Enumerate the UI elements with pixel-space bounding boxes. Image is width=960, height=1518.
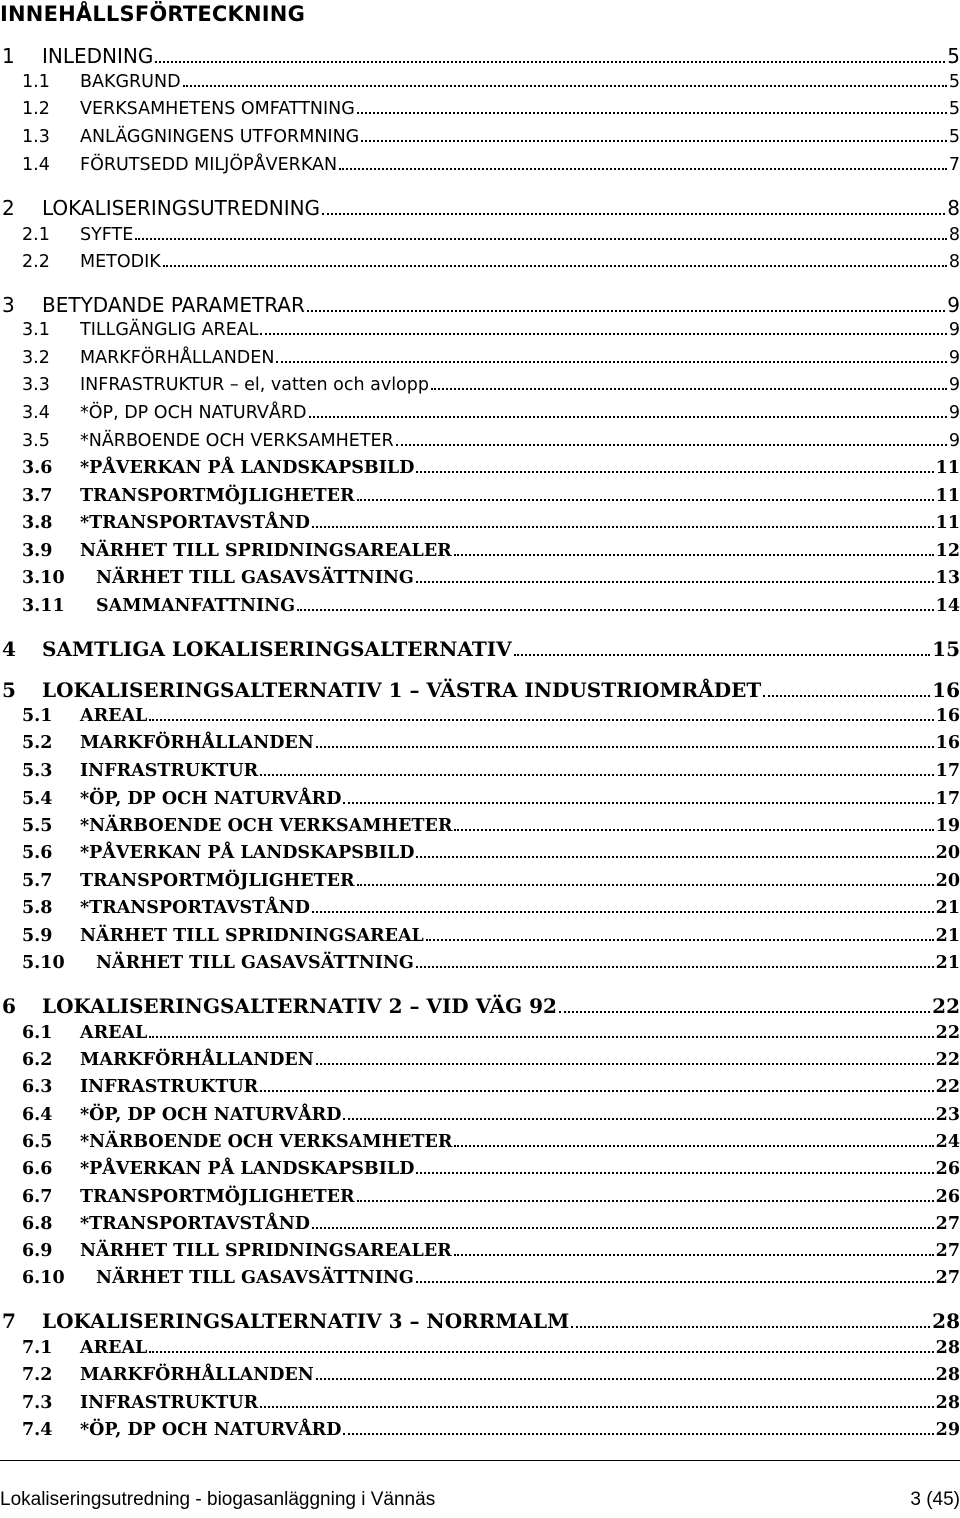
toc-entry-title: LOKALISERINGSUTREDNING [42,196,321,220]
toc-entry-title: AREAL [80,706,148,726]
toc-entry-number: 7.1 [22,1338,53,1358]
toc-entry-number: 7.4 [22,1420,53,1440]
toc-entry-page-number: 14 [935,596,960,616]
toc-entry-page-number: 28 [935,1365,960,1385]
toc-section-entry[interactable] [0,926,960,946]
toc-dot-leader [312,526,934,528]
toc-section-entry[interactable] [0,127,960,147]
page-title: INNEHÅLLSFÖRTECKNING [0,2,306,26]
toc-entry-title: SAMTLIGA LOKALISERINGSALTERNATIV [42,637,512,661]
toc-entry-title: *PÅVERKAN PÅ LANDSKAPSBILD [80,458,415,478]
toc-section-entry[interactable] [0,1338,960,1358]
toc-entry-number: 5.10 [22,953,65,973]
toc-entry-page-number: 13 [935,568,960,588]
toc-section-entry[interactable] [0,225,960,245]
toc-entry-number: 6.4 [22,1105,53,1125]
toc-entry-title: SYFTE [80,225,134,245]
toc-entry-title: BAKGRUND [80,72,181,92]
toc-entry-number: 1.4 [22,155,50,175]
toc-entry-page-number: 28 [932,1309,960,1333]
toc-dot-leader [260,774,933,776]
toc-entry-number: 3.1 [22,320,50,340]
toc-entry-title: FÖRUTSEDD MILJÖPÅVERKAN [80,155,338,175]
toc-dot-leader [357,1200,934,1202]
toc-entry-title: MARKFÖRHÅLLANDEN [80,1050,314,1070]
toc-dot-leader [416,856,933,858]
toc-entry-page-number: 16 [935,733,960,753]
toc-entry-number: 6 [2,994,16,1018]
toc-chapter-entry[interactable] [0,994,960,1018]
toc-entry-page-number: 17 [935,761,960,781]
toc-entry-page-number: 9 [947,293,960,317]
toc-entry-number: 6.9 [22,1241,53,1261]
toc-entry-number: 6.3 [22,1077,53,1097]
toc-entry-page-number: 21 [935,926,960,946]
toc-dot-leader [149,1036,933,1038]
toc-entry-page-number: 11 [935,458,960,478]
toc-entry-title: *NÄRBOENDE OCH VERKSAMHETER [80,816,453,836]
toc-entry-page-number: 21 [935,898,960,918]
toc-entry-number: 6.5 [22,1132,53,1152]
toc-entry-title: *NÄRBOENDE OCH VERKSAMHETER [80,1132,453,1152]
toc-entry-page-number: 27 [935,1241,960,1261]
toc-entry-page-number: 5 [947,44,960,68]
toc-dot-leader [559,1011,930,1013]
toc-section-entry[interactable] [0,252,960,272]
toc-entry-title: *ÖP, DP OCH NATURVÅRD [80,403,307,423]
toc-dot-leader [322,213,945,215]
toc-entry-page-number: 22 [935,1077,960,1097]
toc-entry-page-number: 20 [935,871,960,891]
toc-entry-title: NÄRHET TILL GASAVSÄTTNING [96,953,414,973]
toc-section-entry[interactable] [0,596,960,616]
toc-entry-page-number: 28 [935,1338,960,1358]
page-footer [0,1460,960,1518]
toc-dot-leader [454,829,933,831]
toc-entry-number: 3.6 [22,458,53,478]
toc-entry-title: TILLGÄNGLIG AREAL [80,320,259,340]
toc-dot-leader [514,654,931,656]
toc-section-entry[interactable] [0,1420,960,1440]
toc-entry-number: 3.7 [22,486,53,506]
toc-dot-leader [454,1145,933,1147]
toc-section-entry[interactable] [0,486,960,506]
toc-section-entry[interactable] [0,1023,960,1043]
toc-entry-page-number: 7 [948,155,960,175]
toc-dot-leader [316,746,934,748]
toc-entry-page-number: 5 [948,72,960,92]
toc-dot-leader [309,416,947,418]
toc-entry-number: 3.8 [22,513,53,533]
toc-entry-page-number: 22 [932,994,960,1018]
toc-entry-title: LOKALISERINGSALTERNATIV 1 – VÄSTRA INDUSTRIOMRÅDET [42,678,762,702]
toc-dot-leader [416,471,933,473]
toc-entry-number: 3.9 [22,541,53,561]
toc-entry-title: MARKFÖRHÅLLANDEN [80,1365,314,1385]
toc-section-entry[interactable] [0,1159,960,1179]
toc-entry-number: 2.1 [22,225,50,245]
toc-section-entry[interactable] [0,871,960,891]
toc-entry-title: ANLÄGGNINGENS UTFORMNING [80,127,360,147]
toc-dot-leader [260,1090,933,1092]
toc-entry-title: *ÖP, DP OCH NATURVÅRD [80,1105,342,1125]
toc-section-entry[interactable] [0,320,960,340]
toc-section-entry[interactable] [0,706,960,726]
toc-section-entry[interactable] [0,1132,960,1152]
toc-entry-number: 1.3 [22,127,50,147]
toc-entry-number: 3.11 [22,596,65,616]
toc-dot-leader [163,265,947,267]
toc-entry-title: TRANSPORTMÖJLIGHETER [80,1187,355,1207]
toc-entry-number: 5.4 [22,789,53,809]
toc-entry-page-number: 17 [935,789,960,809]
toc-section-entry[interactable] [0,431,960,451]
toc-entry-page-number: 22 [935,1023,960,1043]
toc-dot-leader [396,444,947,446]
toc-entry-number: 7.2 [22,1365,53,1385]
toc-entry-number: 5.2 [22,733,53,753]
toc-dot-leader [149,719,933,721]
toc-dot-leader [416,581,934,583]
toc-entry-number: 3.10 [22,568,65,588]
toc-entry-title: LOKALISERINGSALTERNATIV 3 – NORRMALM [42,1309,570,1333]
toc-dot-leader [276,361,946,363]
toc-dot-leader [312,1227,934,1229]
toc-entry-title: METODIK [80,252,161,272]
toc-dot-leader [135,238,947,240]
toc-dot-leader [307,310,945,312]
toc-entry-number: 1.2 [22,99,50,119]
toc-entry-number: 5.9 [22,926,53,946]
toc-entry-page-number: 21 [935,953,960,973]
toc-entry-title: INFRASTRUKTUR [80,1077,259,1097]
toc-entry-number: 3.5 [22,431,50,451]
toc-entry-number: 1.1 [22,72,50,92]
toc-entry-page-number: 12 [935,541,960,561]
toc-entry-title: *ÖP, DP OCH NATURVÅRD [80,1420,342,1440]
toc-entry-title: INLEDNING [42,44,154,68]
toc-section-entry[interactable] [0,72,960,92]
toc-section-entry[interactable] [0,513,960,533]
toc-chapter-entry[interactable] [0,678,960,702]
toc-dot-leader [357,499,934,501]
toc-chapter-entry[interactable] [0,293,960,317]
toc-section-entry[interactable] [0,1077,960,1097]
toc-entry-page-number: 24 [935,1132,960,1152]
toc-entry-title: *TRANSPORTAVSTÅND [80,1214,310,1234]
toc-dot-leader [260,1406,933,1408]
toc-entry-title: NÄRHET TILL SPRIDNINGSAREALER [80,541,452,561]
toc-chapter-entry[interactable] [0,1309,960,1333]
toc-entry-number: 3.4 [22,403,50,423]
toc-entry-number: 5.5 [22,816,53,836]
toc-entry-number: 6.10 [22,1268,65,1288]
toc-entry-page-number: 27 [935,1268,960,1288]
toc-entry-number: 6.7 [22,1187,53,1207]
toc-dot-leader [343,802,933,804]
toc-entry-page-number: 9 [948,375,960,395]
toc-section-entry[interactable] [0,375,960,395]
toc-section-entry[interactable] [0,953,960,973]
toc-section-entry[interactable] [0,1268,960,1288]
toc-section-entry[interactable] [0,789,960,809]
toc-entry-page-number: 11 [935,486,960,506]
toc-entry-page-number: 16 [935,706,960,726]
toc-entry-number: 2 [2,196,15,220]
toc-entry-title: *ÖP, DP OCH NATURVÅRD [80,789,342,809]
toc-dot-leader [260,333,946,335]
toc-entry-title: TRANSPORTMÖJLIGHETER [80,486,355,506]
footer-document-title: Lokaliseringsutredning - biogasanläggning i Vännäs [0,1489,436,1510]
toc-section-entry[interactable] [0,761,960,781]
toc-entry-title: AREAL [80,1023,148,1043]
toc-entry-number: 2.2 [22,252,50,272]
toc-entry-title: AREAL [80,1338,148,1358]
toc-entry-number: 4 [2,637,16,661]
toc-entry-number: 1 [2,44,15,68]
toc-entry-page-number: 15 [932,637,960,661]
toc-entry-number: 6.6 [22,1159,53,1179]
toc-section-entry[interactable] [0,1187,960,1207]
toc-entry-title: LOKALISERINGSALTERNATIV 2 – VID VÄG 92 [42,994,557,1018]
toc-entry-number: 5.8 [22,898,53,918]
toc-entry-title: MARKFÖRHÅLLANDEN [80,733,314,753]
toc-entry-title: *PÅVERKAN PÅ LANDSKAPSBILD [80,1159,415,1179]
toc-section-entry[interactable] [0,403,960,423]
toc-dot-leader [571,1326,930,1328]
toc-entry-page-number: 29 [935,1420,960,1440]
toc-entry-page-number: 20 [935,843,960,863]
toc-entry-title: NÄRHET TILL SPRIDNINGSAREALER [80,1241,452,1261]
toc-entry-page-number: 28 [935,1393,960,1413]
toc-section-entry[interactable] [0,348,960,368]
toc-dot-leader [316,1063,934,1065]
toc-dot-leader [416,966,934,968]
toc-entry-title: INFRASTRUKTUR [80,1393,259,1413]
toc-entry-number: 5.1 [22,706,53,726]
toc-entry-title: INFRASTRUKTUR [80,761,259,781]
toc-entry-title: SAMMANFATTNING [96,596,296,616]
toc-dot-leader [183,85,947,87]
toc-entry-number: 3.3 [22,375,50,395]
toc-section-entry[interactable] [0,1393,960,1413]
toc-entry-title: *TRANSPORTAVSTÅND [80,898,310,918]
toc-dot-leader [361,140,947,142]
toc-entry-title: INFRASTRUKTUR – el, vatten och avlopp [80,375,429,395]
toc-dot-leader [416,1172,933,1174]
toc-entry-page-number: 8 [947,196,960,220]
toc-entry-number: 5 [2,678,16,702]
toc-entry-number: 3.2 [22,348,50,368]
toc-entry-page-number: 27 [935,1214,960,1234]
toc-entry-number: 6.8 [22,1214,53,1234]
toc-entry-number: 5.6 [22,843,53,863]
toc-section-entry[interactable] [0,458,960,478]
toc-entry-number: 5.3 [22,761,53,781]
toc-section-entry[interactable] [0,843,960,863]
toc-dot-leader [155,61,945,63]
toc-entry-number: 5.7 [22,871,53,891]
toc-dot-leader [312,911,934,913]
toc-entry-number: 6.1 [22,1023,53,1043]
toc-entry-page-number: 11 [935,513,960,533]
toc-dot-leader [339,168,947,170]
toc-entry-page-number: 8 [948,252,960,272]
toc-entry-page-number: 26 [935,1159,960,1179]
toc-entry-page-number: 8 [948,225,960,245]
toc-entry-page-number: 9 [948,348,960,368]
toc-section-entry[interactable] [0,1214,960,1234]
toc-entry-title: NÄRHET TILL GASAVSÄTTNING [96,568,414,588]
toc-dot-leader [416,1281,934,1283]
toc-section-entry[interactable] [0,1105,960,1125]
toc-entry-title: BETYDANDE PARAMETRAR [42,293,305,317]
toc-entry-title: NÄRHET TILL GASAVSÄTTNING [96,1268,414,1288]
toc-entry-number: 3 [2,293,15,317]
toc-entry-title: TRANSPORTMÖJLIGHETER [80,871,355,891]
toc-dot-leader [357,112,947,114]
toc-chapter-entry[interactable] [0,196,960,220]
toc-dot-leader [454,1254,934,1256]
toc-section-entry[interactable] [0,816,960,836]
toc-dot-leader [297,609,934,611]
toc-entry-page-number: 9 [948,320,960,340]
toc-dot-leader [149,1351,933,1353]
toc-entry-number: 7 [2,1309,16,1333]
toc-chapter-entry[interactable] [0,637,960,661]
toc-entry-page-number: 16 [932,678,960,702]
toc-entry-number: 6.2 [22,1050,53,1070]
toc-section-entry[interactable] [0,568,960,588]
toc-entry-title: NÄRHET TILL SPRIDNINGSAREAL [80,926,424,946]
toc-entry-page-number: 23 [935,1105,960,1125]
toc-section-entry[interactable] [0,1050,960,1070]
toc-entry-title: MARKFÖRHÅLLANDEN [80,348,275,368]
toc-section-entry[interactable] [0,1241,960,1261]
toc-dot-leader [763,695,930,697]
toc-entry-page-number: 5 [948,127,960,147]
toc-section-entry[interactable] [0,898,960,918]
toc-entry-title: *NÄRBOENDE OCH VERKSAMHETER [80,431,394,451]
toc-dot-leader [343,1433,933,1435]
toc-entry-page-number: 9 [948,431,960,451]
toc-chapter-entry[interactable] [0,44,960,68]
toc-entry-title: VERKSAMHETENS OMFATTNING [80,99,355,119]
toc-section-entry[interactable] [0,733,960,753]
toc-entry-page-number: 22 [935,1050,960,1070]
toc-dot-leader [426,939,934,941]
toc-dot-leader [357,884,934,886]
toc-entry-page-number: 9 [948,403,960,423]
toc-entry-page-number: 5 [948,99,960,119]
toc-dot-leader [343,1118,933,1120]
toc-entry-title: *TRANSPORTAVSTÅND [80,513,310,533]
toc-entry-page-number: 26 [935,1187,960,1207]
toc-entry-page-number: 19 [935,816,960,836]
toc-dot-leader [454,554,934,556]
toc-dot-leader [316,1378,934,1380]
toc-section-entry[interactable] [0,155,960,175]
toc-section-entry[interactable] [0,1365,960,1385]
toc-entry-title: *PÅVERKAN PÅ LANDSKAPSBILD [80,843,415,863]
toc-entry-number: 7.3 [22,1393,53,1413]
toc-section-entry[interactable] [0,541,960,561]
toc-section-entry[interactable] [0,99,960,119]
toc-dot-leader [431,388,947,390]
footer-page-number: 3 (45) [910,1489,960,1510]
